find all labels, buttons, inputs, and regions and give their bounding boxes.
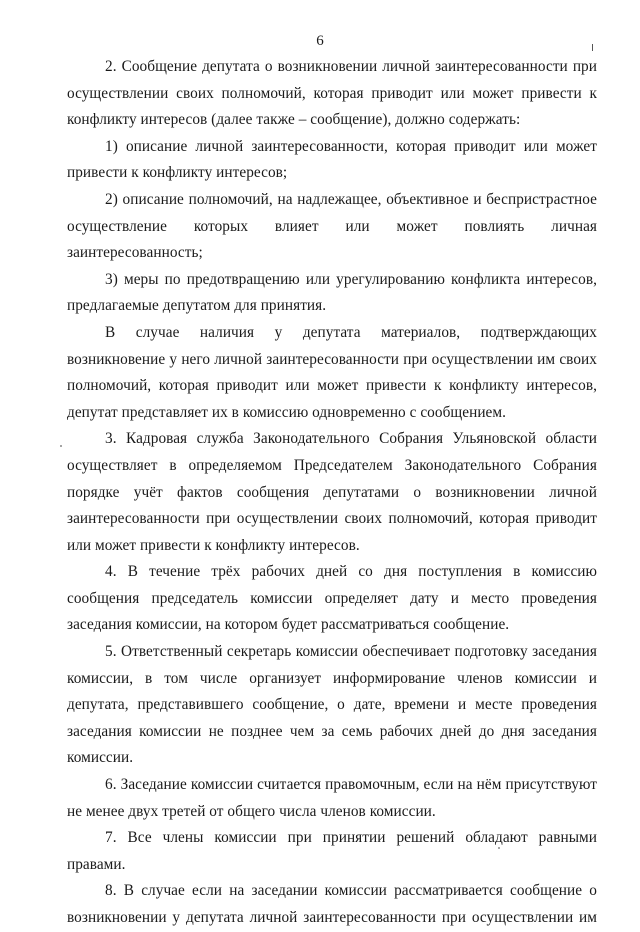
paragraph-materials: В случае наличия у депутата материалов, подтверждающих возникновение у него личной заинтересованности при осуществлении им своих полномочий, которая приводит или может привести к конфликту интересов, депутат представляет их в комиссию одновременно с сообщением. bbox=[67, 323, 597, 421]
paragraph-item-3: 3. Кадровая служба Законодательного Собрания Ульяновской области осуществляет в определяемом Председателем Законодательного Собрания порядке учёт фактов сообщения депутатами о возникновении личной заинтересованности при осуществлении своих полномочий, которая приводит или может привести к конфликту интересов. bbox=[67, 430, 597, 554]
page-number: 6 bbox=[316, 33, 324, 49]
paragraph-subitem-3: 3) меры по предотвращению или урегулированию конфликта интересов, предлагаемые депутатом для принятия. bbox=[67, 270, 597, 315]
document-body bbox=[67, 54, 597, 932]
paragraph-subitem-1: 1) описание личной заинтересованности, которая приводит или может привести к конфликту интересов; bbox=[67, 137, 597, 182]
margin-mark bbox=[592, 44, 593, 51]
paragraph-item-5: 5. Ответственный секретарь комиссии обеспечивает подготовку заседания комиссии, в том числе организует информирование членов комиссии и депутата, представившего сообщение, о дате, времени и месте проведения заседания комиссии не позднее чем за семь рабочих дней до дня заседания комиссии. bbox=[67, 643, 597, 767]
paragraph-item-8: 8. В случае если на заседании комиссии рассматривается сообщение о возникновении у депутата личной заинтересованности при осуществлении им bbox=[67, 882, 597, 926]
paragraph-subitem-2: 2) описание полномочий, на надлежащее, объективное и беспристрастное осуществление которых влияет или может повлиять личная заинтересованность; bbox=[67, 190, 597, 262]
paragraph-item-7: 7. Все члены комиссии при принятии решений обладают равными правами. bbox=[67, 829, 597, 873]
scan-speck bbox=[498, 847, 500, 849]
paragraph-item-6: 6. Заседание комиссии считается правомочным, если на нём присутствуют не менее двух третей от общего числа членов комиссии. bbox=[67, 776, 597, 820]
scan-speck bbox=[60, 445, 62, 447]
paragraph-item-4: 4. В течение трёх рабочих дней со дня поступления в комиссию сообщения председатель комиссии определяет дату и место проведения заседания комиссии, на котором будет рассматриваться сообщение. bbox=[67, 563, 597, 634]
paragraph-item-2: 2. Сообщение депутата о возникновении личной заинтересованности при осуществлении своих полномочий, которая приводит или может привести к конфликту интересов (далее также – сообщение), должно содержать: bbox=[67, 58, 597, 129]
